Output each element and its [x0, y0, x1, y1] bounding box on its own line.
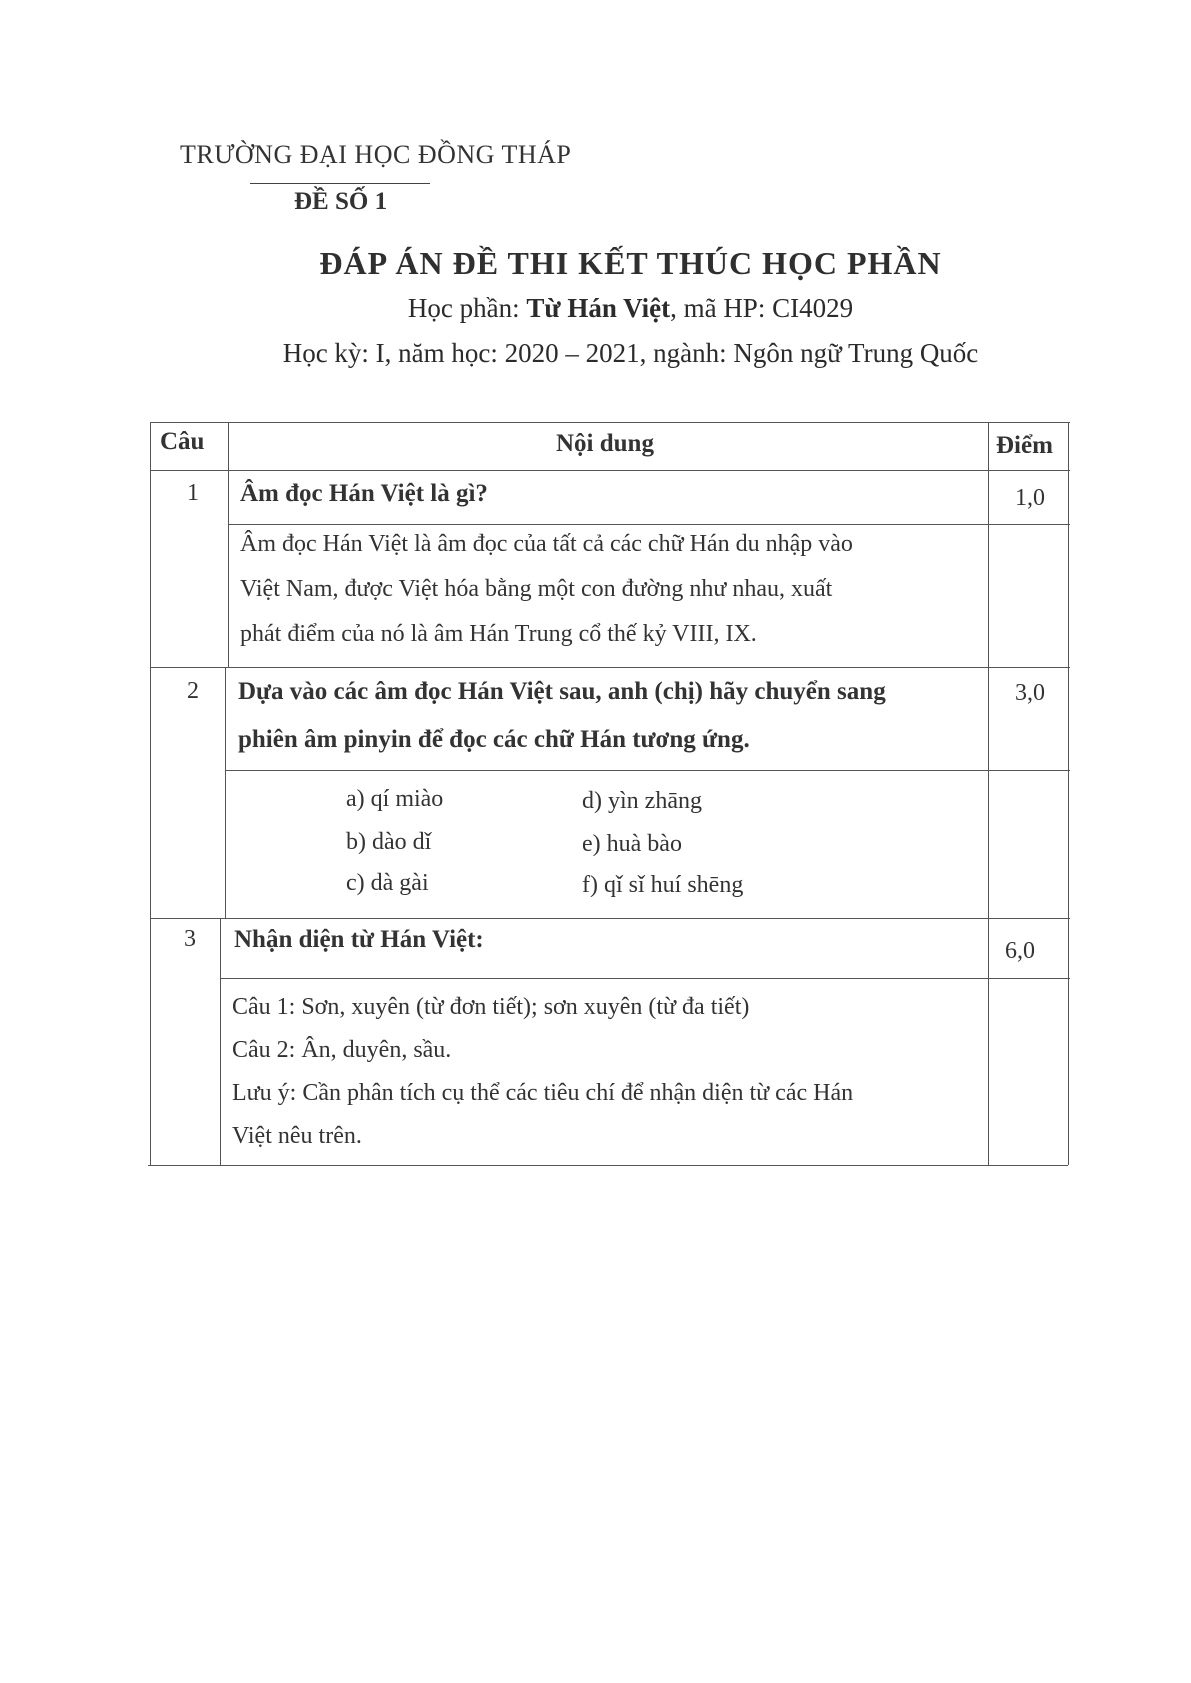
- q3-prompt-divider: [220, 978, 1070, 979]
- course-name: Từ Hán Việt: [526, 293, 671, 323]
- q1-row-divider: [150, 667, 1070, 668]
- q3-answer-line: Việt nêu trên.: [232, 1123, 362, 1149]
- page-title: ĐÁP ÁN ĐỀ THI KẾT THÚC HỌC PHẦN: [319, 245, 942, 281]
- pinyin-item: e) huà bào: [582, 831, 682, 857]
- pinyin-item: a) qí miào: [346, 786, 444, 812]
- q1-answer-line: Việt Nam, được Việt hóa bằng một con đường như nhau, xuất: [240, 576, 833, 602]
- q-column-divider-3: [220, 918, 221, 1165]
- pinyin-item: c) dà gài: [346, 870, 429, 896]
- q3-answer: [232, 986, 853, 1158]
- q2-prompt-line: phiên âm pinyin để đọc các chữ Hán tương ứng.: [238, 726, 750, 753]
- q2-prompt-divider: [225, 770, 1070, 771]
- school-underline: [250, 183, 430, 184]
- q1-prompt: Âm đọc Hán Việt là gì?: [240, 480, 488, 507]
- header-question: Câu: [160, 428, 205, 455]
- pinyin-item: d) yìn zhāng: [582, 788, 702, 814]
- pinyin-item: b) dào dǐ: [346, 829, 432, 855]
- course-prefix: Học phần:: [407, 293, 527, 323]
- table-border-left: [150, 422, 151, 1165]
- header-content: Nội dung: [556, 430, 654, 457]
- q3-prompt: Nhận diện từ Hán Việt:: [234, 926, 484, 953]
- table-header-divider: [150, 470, 1070, 471]
- q1-answer-line: phát điểm của nó là âm Hán Trung cổ thế kỷ VIII, IX.: [240, 621, 757, 647]
- school-name: TRƯỜNG ĐẠI HỌC ĐỒNG THÁP: [180, 140, 572, 169]
- q2-number: 2: [187, 678, 199, 704]
- q1-answer: [240, 522, 853, 657]
- q3-answer-line: Câu 2: Ân, duyên, sầu.: [232, 1037, 452, 1063]
- exam-number: ĐỀ SỐ 1: [294, 188, 388, 215]
- header-score: Điểm: [996, 432, 1053, 459]
- q2-score: 3,0: [1015, 680, 1045, 706]
- q2-row-divider: [150, 918, 1070, 919]
- course-suffix: , mã HP: CI4029: [670, 293, 854, 323]
- q1-answer-line: Âm đọc Hán Việt là âm đọc của tất cả các chữ Hán du nhập vào: [240, 531, 853, 557]
- q3-score: 6,0: [1005, 938, 1035, 964]
- q1-number: 1: [187, 480, 199, 506]
- table-border-top: [150, 422, 1070, 423]
- table-border-right: [1068, 422, 1069, 1165]
- q3-answer-line: Câu 1: Sơn, xuyên (từ đơn tiết); sơn xuyên (từ đa tiết): [232, 994, 750, 1020]
- q2-prompt-line: Dựa vào các âm đọc Hán Việt sau, anh (chị) hãy chuyển sang: [238, 678, 886, 705]
- q3-number: 3: [184, 926, 196, 952]
- q1-score: 1,0: [1015, 485, 1045, 511]
- score-column-divider: [988, 422, 989, 1165]
- course-line: [0, 293, 1191, 324]
- q3-answer-line: Lưu ý: Cần phân tích cụ thể các tiêu chí để nhận diện từ các Hán: [232, 1080, 854, 1106]
- q-column-divider-1: [228, 422, 229, 667]
- table-border-bottom: [148, 1165, 1068, 1166]
- pinyin-item: f) qǐ sǐ huí shēng: [582, 872, 744, 898]
- term-line: Học kỳ: I, năm học: 2020 – 2021, ngành: Ngôn ngữ Trung Quốc: [282, 338, 979, 368]
